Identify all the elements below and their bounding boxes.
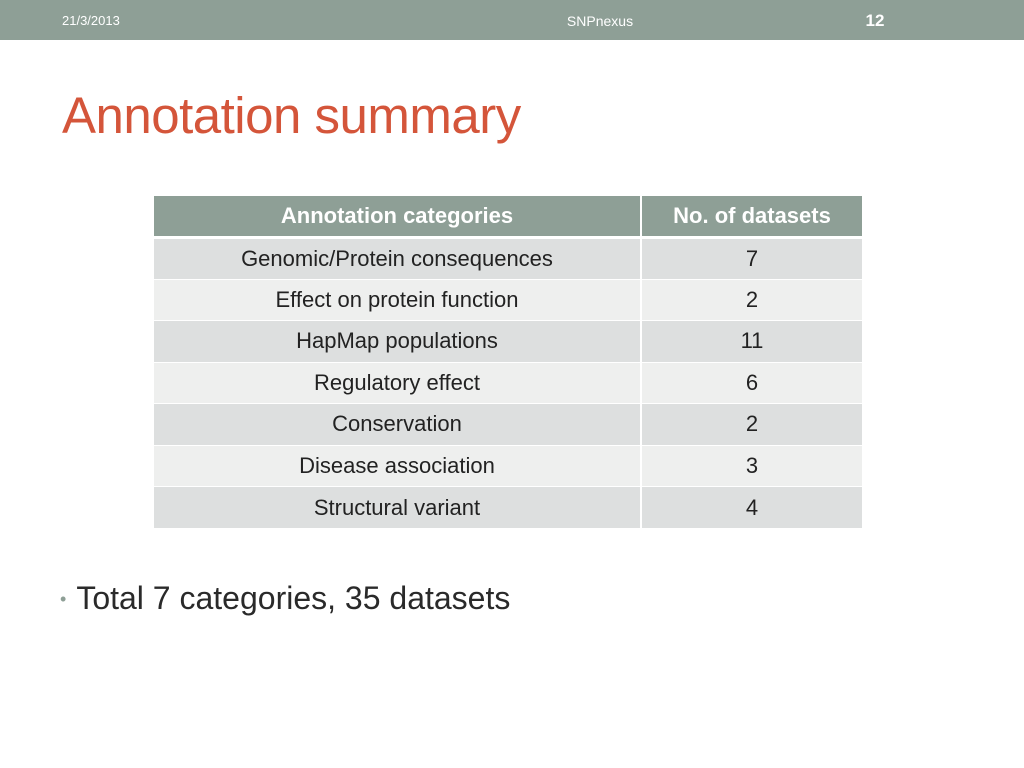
column-header-datasets: No. of datasets <box>641 196 862 238</box>
dataset-count-cell: 3 <box>641 445 862 487</box>
category-cell: Effect on protein function <box>154 279 641 321</box>
table-header-row <box>154 196 862 238</box>
dataset-count-cell: 6 <box>641 362 862 404</box>
table-row <box>154 238 862 280</box>
dataset-count-cell: 2 <box>641 404 862 446</box>
table-row <box>154 362 862 404</box>
dataset-count-cell: 4 <box>641 487 862 529</box>
header-bar <box>0 0 1024 40</box>
dataset-count-cell: 11 <box>641 321 862 363</box>
dataset-count-cell: 2 <box>641 279 862 321</box>
table-row <box>154 404 862 446</box>
table-row <box>154 279 862 321</box>
category-cell: Genomic/Protein consequences <box>154 238 641 280</box>
table-row <box>154 445 862 487</box>
table-row <box>154 321 862 363</box>
dataset-count-cell: 7 <box>641 238 862 280</box>
bullet-dot-icon: • <box>60 589 67 609</box>
category-cell: Conservation <box>154 404 641 446</box>
bullet-item <box>60 580 510 617</box>
category-cell: Structural variant <box>154 487 641 529</box>
category-cell: Disease association <box>154 445 641 487</box>
category-cell: Regulatory effect <box>154 362 641 404</box>
bullet-text: Total 7 categories, 35 datasets <box>76 580 511 616</box>
slide-title: Annotation summary <box>62 87 521 144</box>
category-cell: HapMap populations <box>154 321 641 363</box>
page-number: 12 <box>865 11 885 30</box>
annotation-summary-table <box>154 196 862 528</box>
slide-date: 21/3/2013 <box>62 13 120 28</box>
presentation-title: SNPnexus <box>566 13 634 29</box>
column-header-categories: Annotation categories <box>154 196 641 238</box>
table-row <box>154 487 862 529</box>
